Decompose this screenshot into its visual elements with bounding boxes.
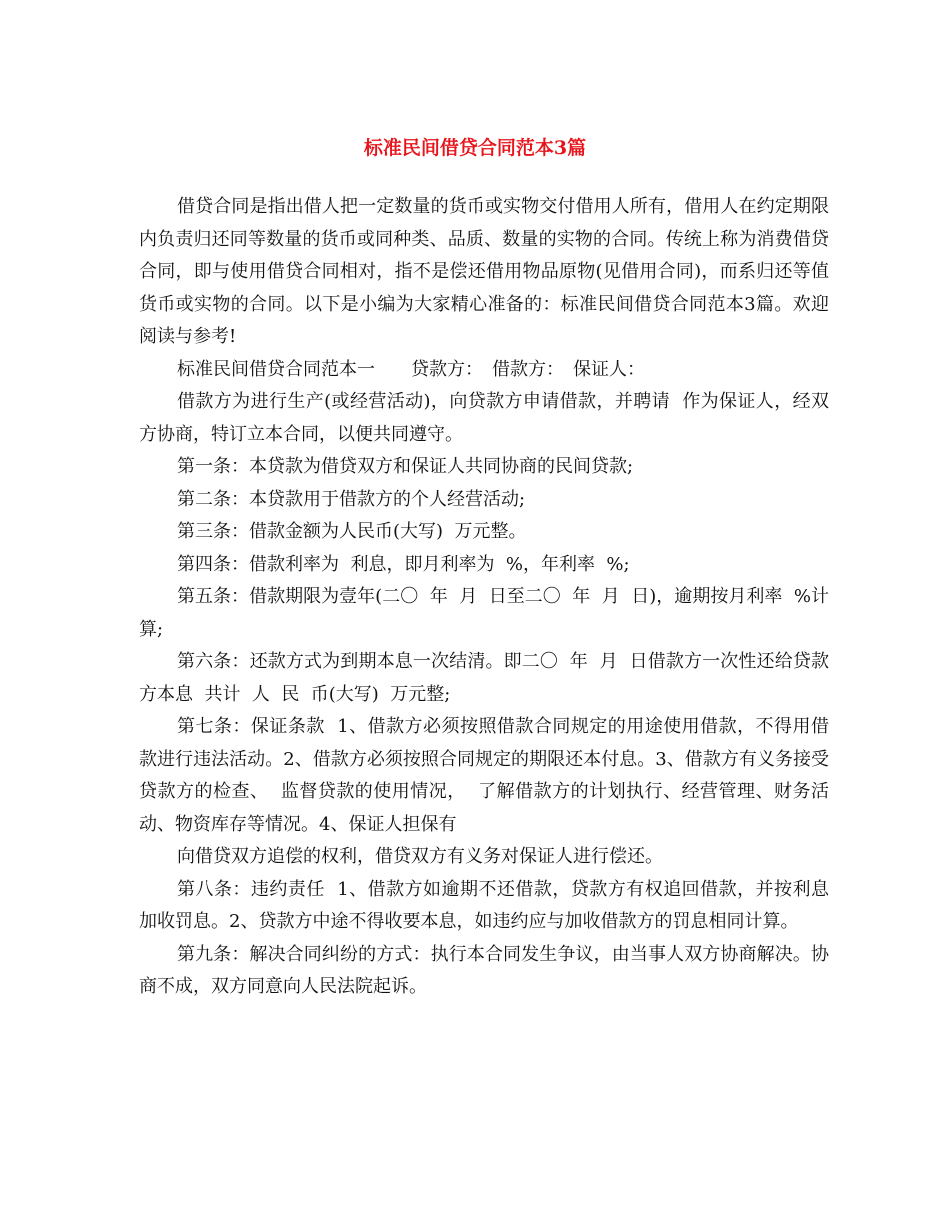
clause-2: 第二条：本贷款用于借款方的个人经营活动;	[177, 488, 526, 510]
document-title: 标准民间借贷合同范本3篇	[363, 136, 587, 159]
clause-3: 第三条：借款金额为人民币(大写) 万元整。	[177, 521, 527, 542]
clause-7: 第七条：保证条款 1、借款方必须按照借款合同规定的用途使用借款，不得用借款进行违法活动。2、借款方必须按照合同规定的期限还本付息。3、借款方有义务接受贷款方的检查、 监督贷款的使用情况， 了解借款方的计划执行、经营管理、财务活动、物资库存等情况。4、保证人担保有	[139, 716, 829, 835]
clause-8: 第八条：违约责任 1、借款方如逾期不还借款，贷款方有权追回借款，并按利息加收罚息。2、贷款方中途不得收要本息，如违约应与加收借款方的罚息相同计算。	[139, 878, 829, 932]
contract-header-line: 标准民间借贷合同范本一 贷款方： 借款方： 保证人：	[177, 358, 645, 380]
clause-9: 第九条：解决合同纠纷的方式：执行本合同发生争议，由当事人双方协商解决。协商不成，双方同意向人民法院起诉。	[139, 943, 829, 997]
preamble-paragraph: 借款方为进行生产(或经营活动)，向贷款方申请借款，并聘请 作为保证人，经双方协商，特订立本合同，以便共同遵守。	[139, 391, 829, 445]
clause-7-continued: 向借贷双方追偿的权利，借贷双方有义务对保证人进行偿还。	[177, 846, 663, 867]
clause-4: 第四条：借款利率为 利息，即月利率为 %，年利率 %;	[177, 553, 630, 575]
intro-paragraph: 借贷合同是指出借人把一定数量的货币或实物交付借用人所有，借用人在约定期限内负责归还同等数量的货币或同种类、品质、数量的实物的合同。传统上称为消费借贷合同，即与使用借贷合同相对，指不是偿还借用物品原物(见借用合同)，而系归还等值货币或实物的合同。以下是小编为大家精心准备的：标准民间借贷合同范本3篇。欢迎阅读与参考!	[139, 196, 829, 347]
clause-1: 第一条：本贷款为借贷双方和保证人共同协商的民间贷款;	[177, 456, 634, 477]
document-body	[139, 191, 829, 1004]
clause-5: 第五条：借款期限为壹年(二〇 年 月 日至二〇 年 月 日)，逾期按月利率 %计算;	[139, 586, 829, 640]
clause-6: 第六条：还款方式为到期本息一次结清。即二〇 年 月 日借款方一次性还给贷款方本息 共计 人 民 币(大写) 万元整;	[139, 651, 829, 705]
